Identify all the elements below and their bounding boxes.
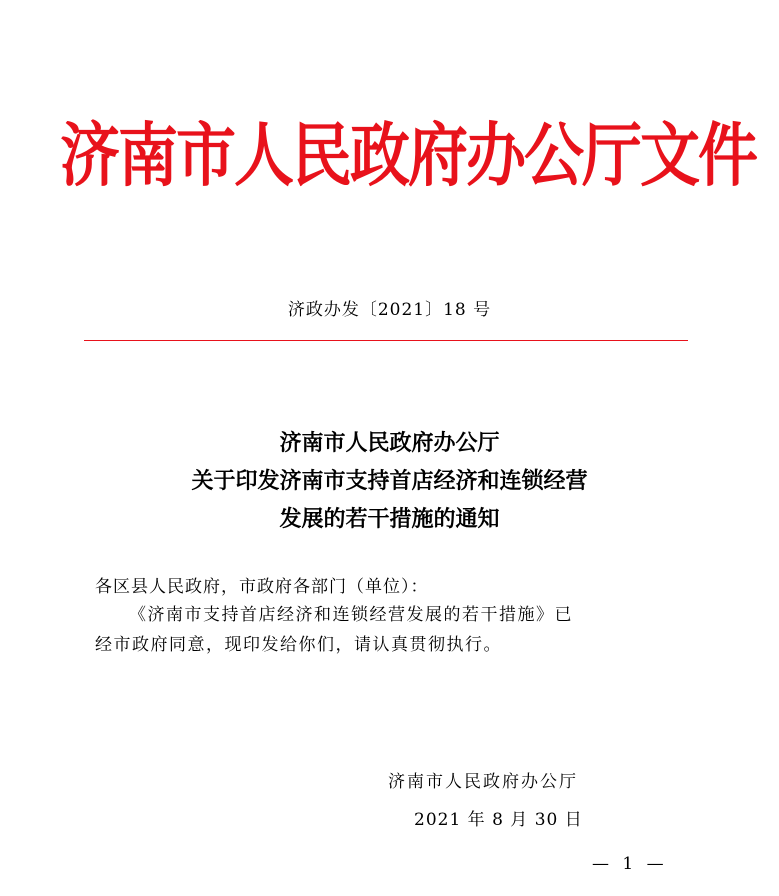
notice-title-line3: 发展的若干措施的通知 — [279, 506, 500, 532]
issuer-signature: 济南市人民政府办公厅 — [388, 772, 578, 792]
notice-title-line1: 济南市人民政府办公厅 — [279, 430, 500, 456]
document-number: 济政办发〔2021〕18 号 — [287, 300, 492, 320]
page-number: — 1 — — [592, 854, 668, 874]
red-divider-line — [84, 340, 688, 341]
issue-date: 2021 年 8 月 30 日 — [414, 810, 583, 830]
masthead-title: 济南市人民政府办公厅文件 — [60, 115, 756, 196]
notice-title-line2: 关于印发济南市支持首店经济和连锁经营 — [191, 468, 588, 494]
body-paragraph-line2: 经市政府同意，现印发给你们，请认真贯彻执行。 — [95, 635, 502, 655]
body-paragraph — [95, 600, 685, 660]
notice-title — [0, 424, 779, 538]
body-paragraph-line1: 《济南市支持首店经济和连锁经营发展的若干措施》已 — [129, 605, 573, 625]
salutation: 各区县人民政府，市政府各部门（单位）： — [95, 577, 429, 597]
